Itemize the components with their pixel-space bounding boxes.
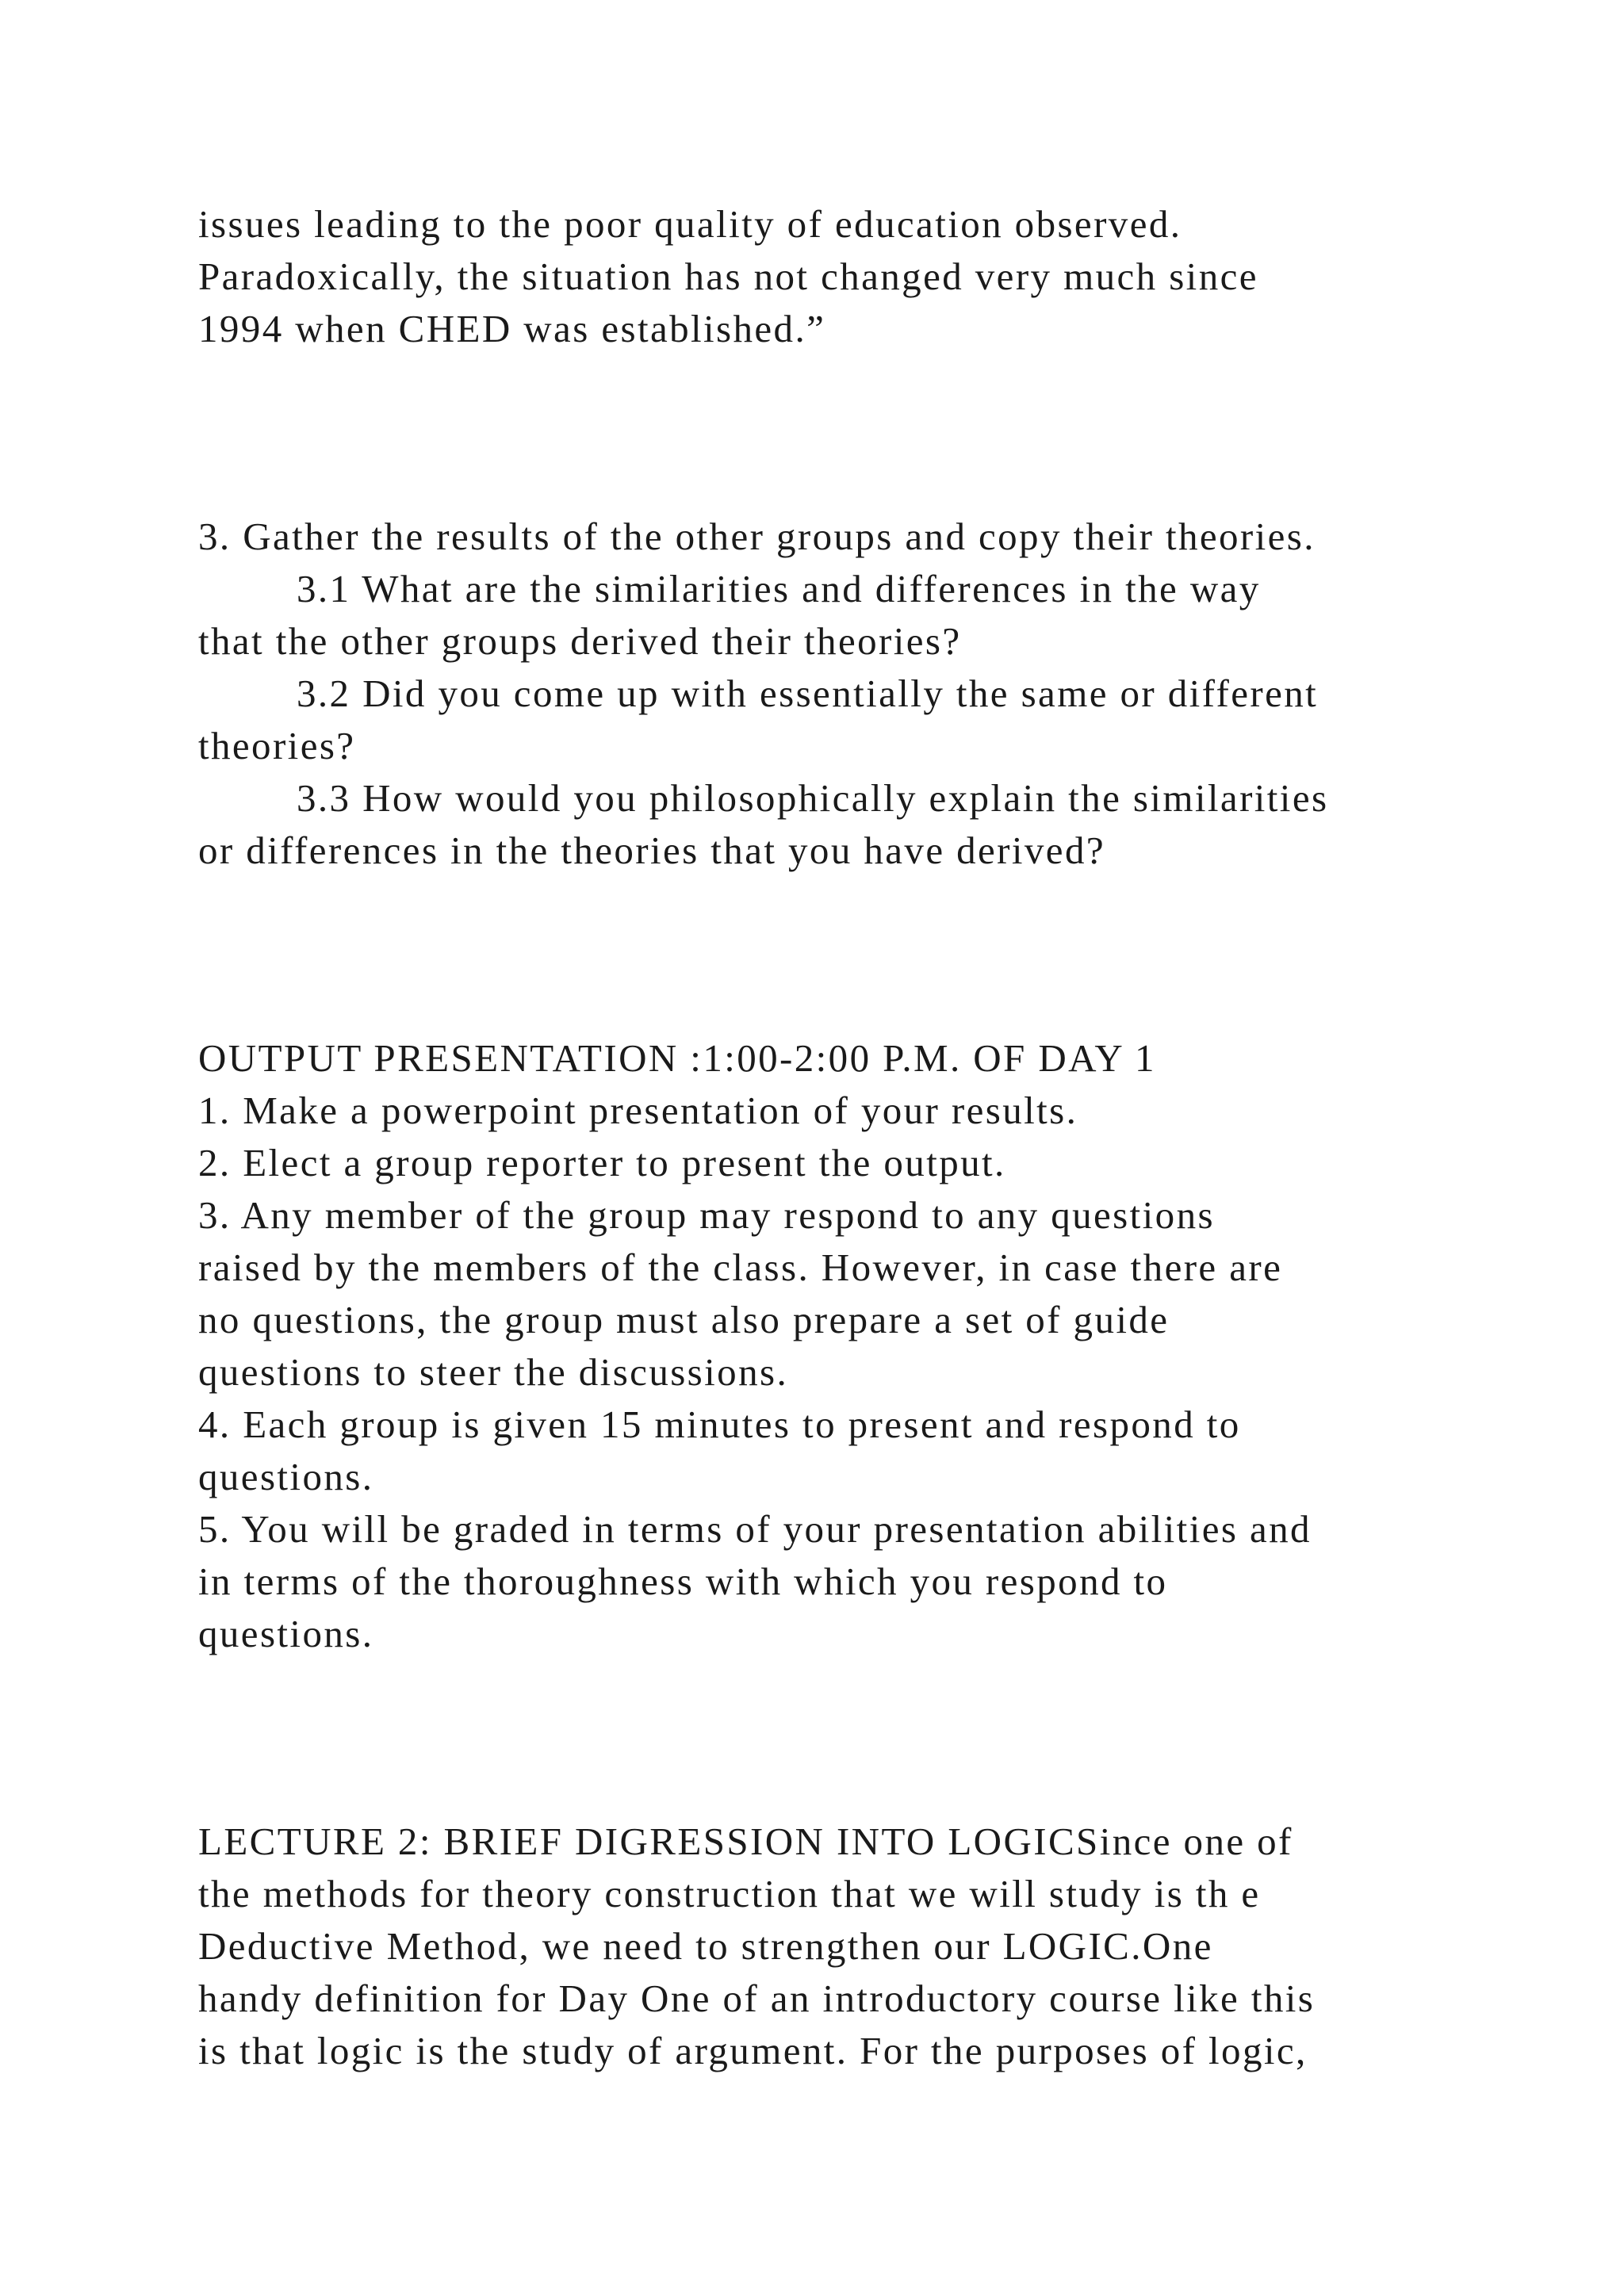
output-item-line-8: questions. (198, 1455, 374, 1498)
output-item-line-5: no questions, the group must also prepare a set of guide (198, 1298, 1170, 1341)
question-3-2-line-1: 3.2 Did you come up with essentially the same or different (297, 672, 1319, 715)
output-item-line-6: questions to steer the discussions. (198, 1350, 789, 1394)
output-item-line-11: questions. (198, 1612, 374, 1655)
question-3-1-line-1: 3.1 What are the similarities and differences in the way (297, 567, 1261, 610)
output-item-line-9: 5. You will be graded in terms of your presentation abilities and (198, 1507, 1312, 1551)
intro-line-3: 1994 when CHED was established.” (198, 307, 826, 350)
output-item-line-4: raised by the members of the class. However, in case there are (198, 1246, 1283, 1289)
question-3-3-line-1: 3.3 How would you philosophically explain the similarities (297, 776, 1329, 820)
output-item-line-10: in terms of the thoroughness with which you respond to (198, 1559, 1168, 1603)
question-3-2-line-2: theories? (198, 724, 356, 767)
intro-line-1: issues leading to the poor quality of education observed. (198, 202, 1182, 246)
lecture-2-line-5: is that logic is the study of argument. For the purposes of logic, (198, 2029, 1308, 2072)
lecture-2-line-1: LECTURE 2: BRIEF DIGRESSION INTO LOGICSince one of (198, 1820, 1293, 1863)
output-item-line-1: 1. Make a powerpoint presentation of your results. (198, 1089, 1078, 1132)
output-presentation-heading: OUTPUT PRESENTATION :1:00-2:00 P.M. OF DAY 1 (198, 1036, 1156, 1080)
intro-line-2: Paradoxically, the situation has not changed very much since (198, 254, 1258, 298)
question-3-3-line-2: or differences in the theories that you have derived? (198, 828, 1105, 872)
lecture-2-line-2: the methods for theory construction that we will study is th e (198, 1872, 1261, 1915)
output-item-line-2: 2. Elect a group reporter to present the output. (198, 1141, 1006, 1184)
section-3-heading: 3. Gather the results of the other groups and copy their theories. (198, 515, 1316, 558)
lecture-2-line-4: handy definition for Day One of an introductory course like this (198, 1976, 1316, 2020)
output-item-line-7: 4. Each group is given 15 minutes to present and respond to (198, 1402, 1241, 1446)
output-item-line-3: 3. Any member of the group may respond to any questions (198, 1193, 1215, 1237)
question-3-1-line-2: that the other groups derived their theories? (198, 619, 962, 663)
lecture-2-line-3: Deductive Method, we need to strengthen our LOGIC.One (198, 1924, 1213, 1968)
